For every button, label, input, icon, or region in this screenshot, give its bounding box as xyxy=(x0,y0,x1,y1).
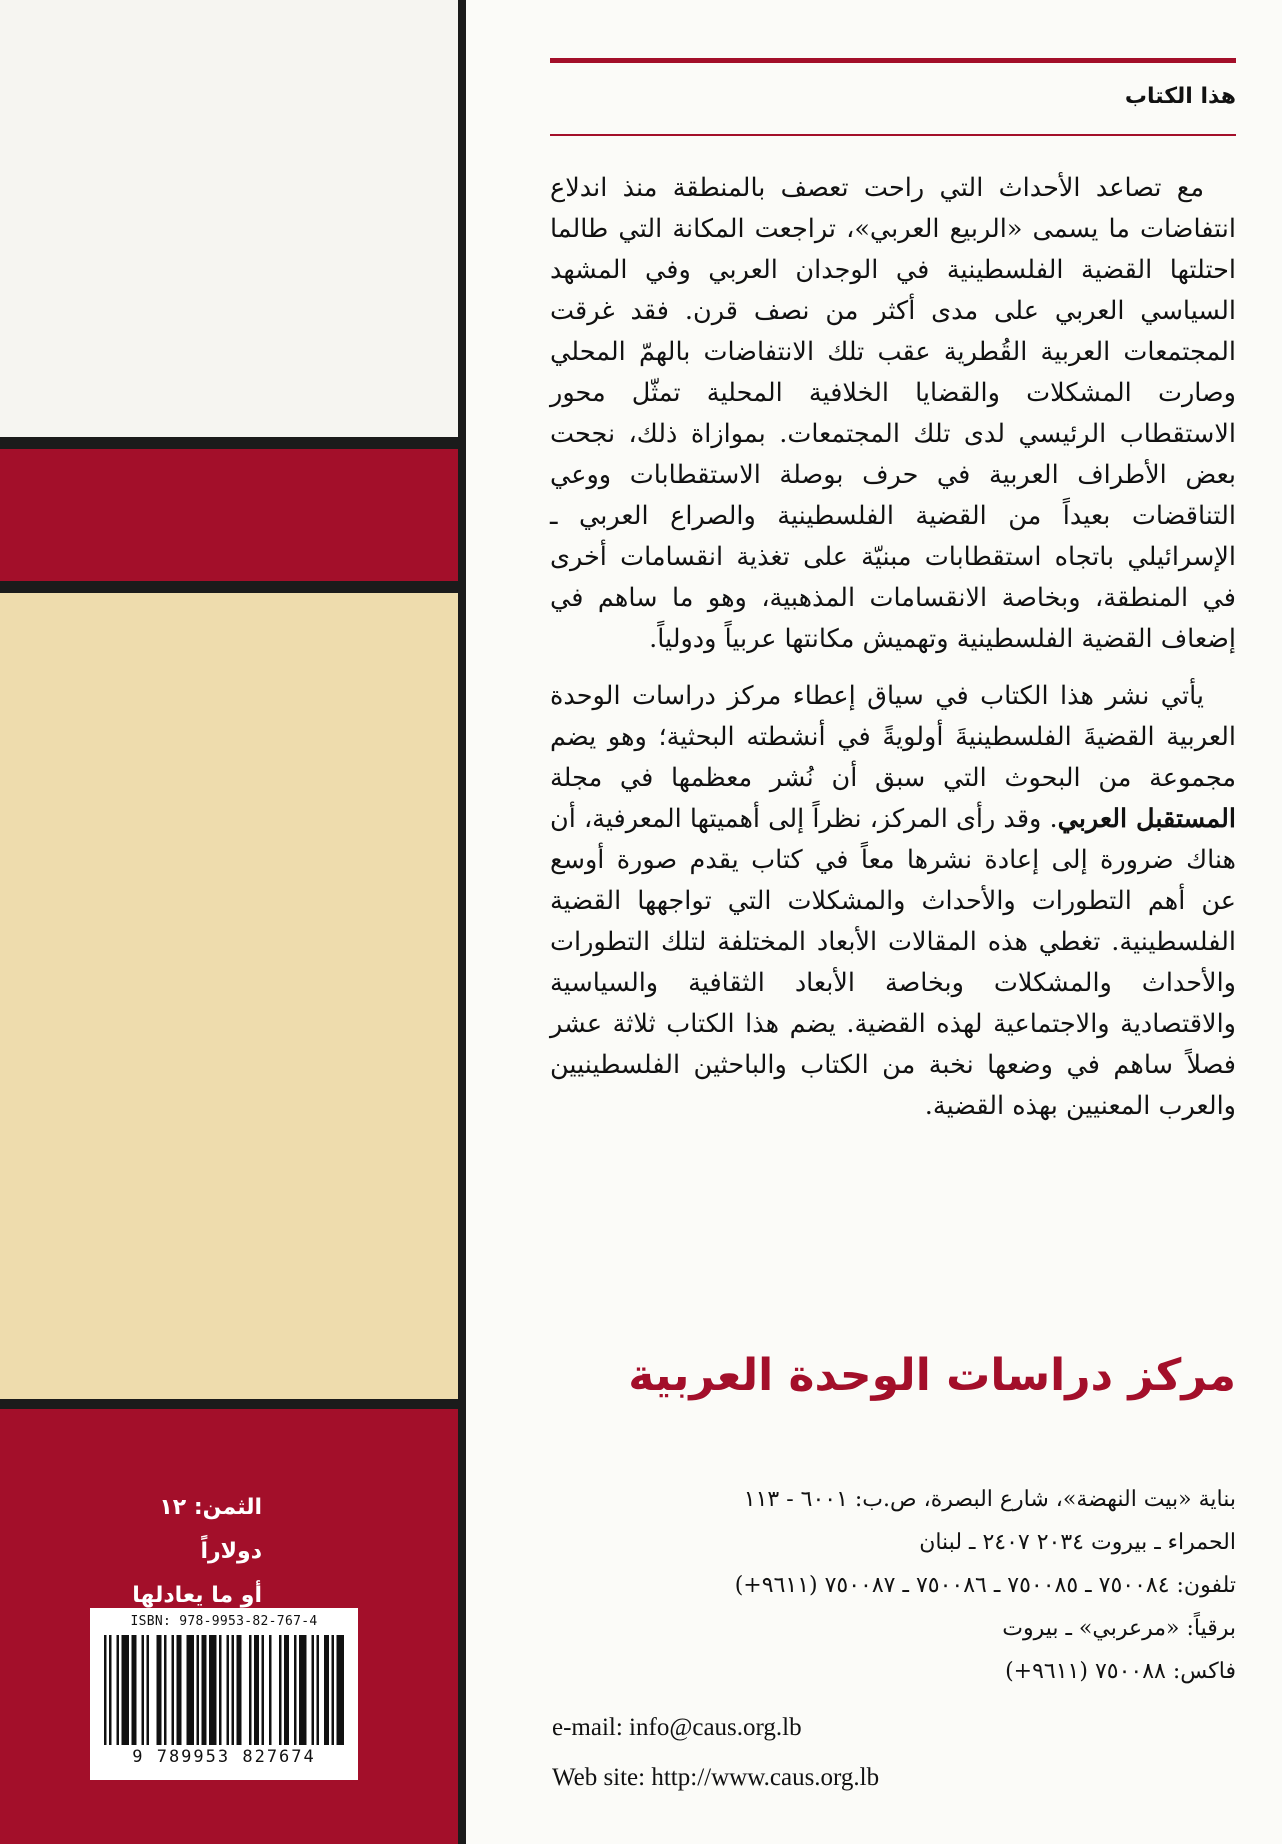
email-line: e-mail: info@caus.org.lb xyxy=(552,1714,802,1741)
journal-title: المستقبل العربي xyxy=(1057,804,1236,834)
address-line: بناية «بيت النهضة»، شارع البصرة، ص.ب: ٦٠٠١ - ١١٣ xyxy=(743,1487,1236,1512)
publisher-name: مركز دراسات الوحدة العربية xyxy=(628,1350,1236,1401)
price-label xyxy=(92,1486,262,1618)
white-block xyxy=(0,0,458,437)
barcode-box xyxy=(90,1608,358,1780)
blurb-text xyxy=(550,168,1236,1127)
phone-line: تلفون: ٧٥٠٠٨٤ ـ ٧٥٠٠٨٥ ـ ٧٥٠٠٨٦ ـ ٧٥٠٠٨٧ (٩٦١١+) xyxy=(734,1573,1236,1598)
top-divider xyxy=(550,58,1236,63)
red-block-top xyxy=(0,449,458,581)
paragraph-1: مع تصاعد الأحداث التي راحت تعصف بالمنطقة منذ اندلاع انتفاضات ما يسمى «الربيع العربي»، تراجعت المكانة التي طالما احتلتها القضية الفلسطينية في الوجدان العربي وفي المشهد السياسي العربي على مدى أكثر من نصف قرن. فقد غرقت المجتمعات العربية القُطرية عقب تلك الانتفاضات بالهمّ المحلي وصارت المشكلات والقضايا الخلافية المحلية تمثّل محور الاستقطاب الرئيسي لدى تلك المجتمعات. بموازاة ذلك، نجحت بعض الأطراف العربية في حرف بوصلة الاستقطابات ووعي التناقضات بعيداً من القضية الفلسطينية والصراع العربي ـ الإسرائيلي باتجاه استقطابات مبنيّة على تغذية انقسامات أخرى في المنطقة، وبخاصة الانقسامات المذهبية، وهو ما ساهم في إضعاف القضية الفلسطينية وتهميش مكانتها عربياً ودولياً. xyxy=(550,173,1236,654)
fax-line: فاكس: ٧٥٠٠٨٨ (٩٦١١+) xyxy=(1005,1659,1236,1684)
section-heading: هذا الكتاب xyxy=(1124,84,1236,109)
city-line: الحمراء ـ بيروت ٢٠٣٤ ٢٤٠٧ ـ لبنان xyxy=(919,1530,1236,1555)
heading-divider xyxy=(550,134,1236,136)
beige-block xyxy=(0,593,458,1399)
website-line: Web site: http://www.caus.org.lb xyxy=(552,1764,880,1791)
telegram-line: برقياً: «مرعربي» ـ بيروت xyxy=(1002,1616,1236,1641)
price-line: الثمن: ١٢ دولاراً xyxy=(159,1495,262,1564)
isbn-label: ISBN: 978-9953-82-767-4 xyxy=(130,1614,318,1629)
cover-left-panel xyxy=(0,0,466,1844)
back-cover-content xyxy=(466,0,1282,1844)
contact-block xyxy=(550,1478,1236,1693)
paragraph-2: يأتي نشر هذا الكتاب في سياق إعطاء مركز دراسات الوحدة العربية القضيةَ الفلسطينيةَ أولويةً في أنشطته البحثية؛ وهو يضم مجموعة من البحوث التي سبق أن نُشر معظمها في مجلة المستقبل العربي. وقد رأى المركز، نظراً إلى أهميتها المعرفية، أن هناك ضرورة إلى إعادة نشرها معاً في كتاب يقدم صورة أوسع عن أهم التطورات والأحداث والمشكلات التي تواجهها القضية الفلسطينية. تغطي هذه المقالات الأبعاد المختلفة لتلك التطورات والأحداث والمشكلات وبخاصة الأبعاد الثقافية والسياسية والاقتصادية والاجتماعية لهذه القضية. يضم هذا الكتاب ثلاثة عشر فصلاً ساهم في وضعها نخبة من الكتاب والباحثين الفلسطينيين والعرب المعنيين بهذه القضية. xyxy=(550,681,1236,1121)
price-equivalent-line: أو ما يعادلها xyxy=(132,1583,262,1608)
barcode-digits: 9 789953 827674 xyxy=(132,1747,316,1767)
barcode-image xyxy=(98,1635,350,1745)
